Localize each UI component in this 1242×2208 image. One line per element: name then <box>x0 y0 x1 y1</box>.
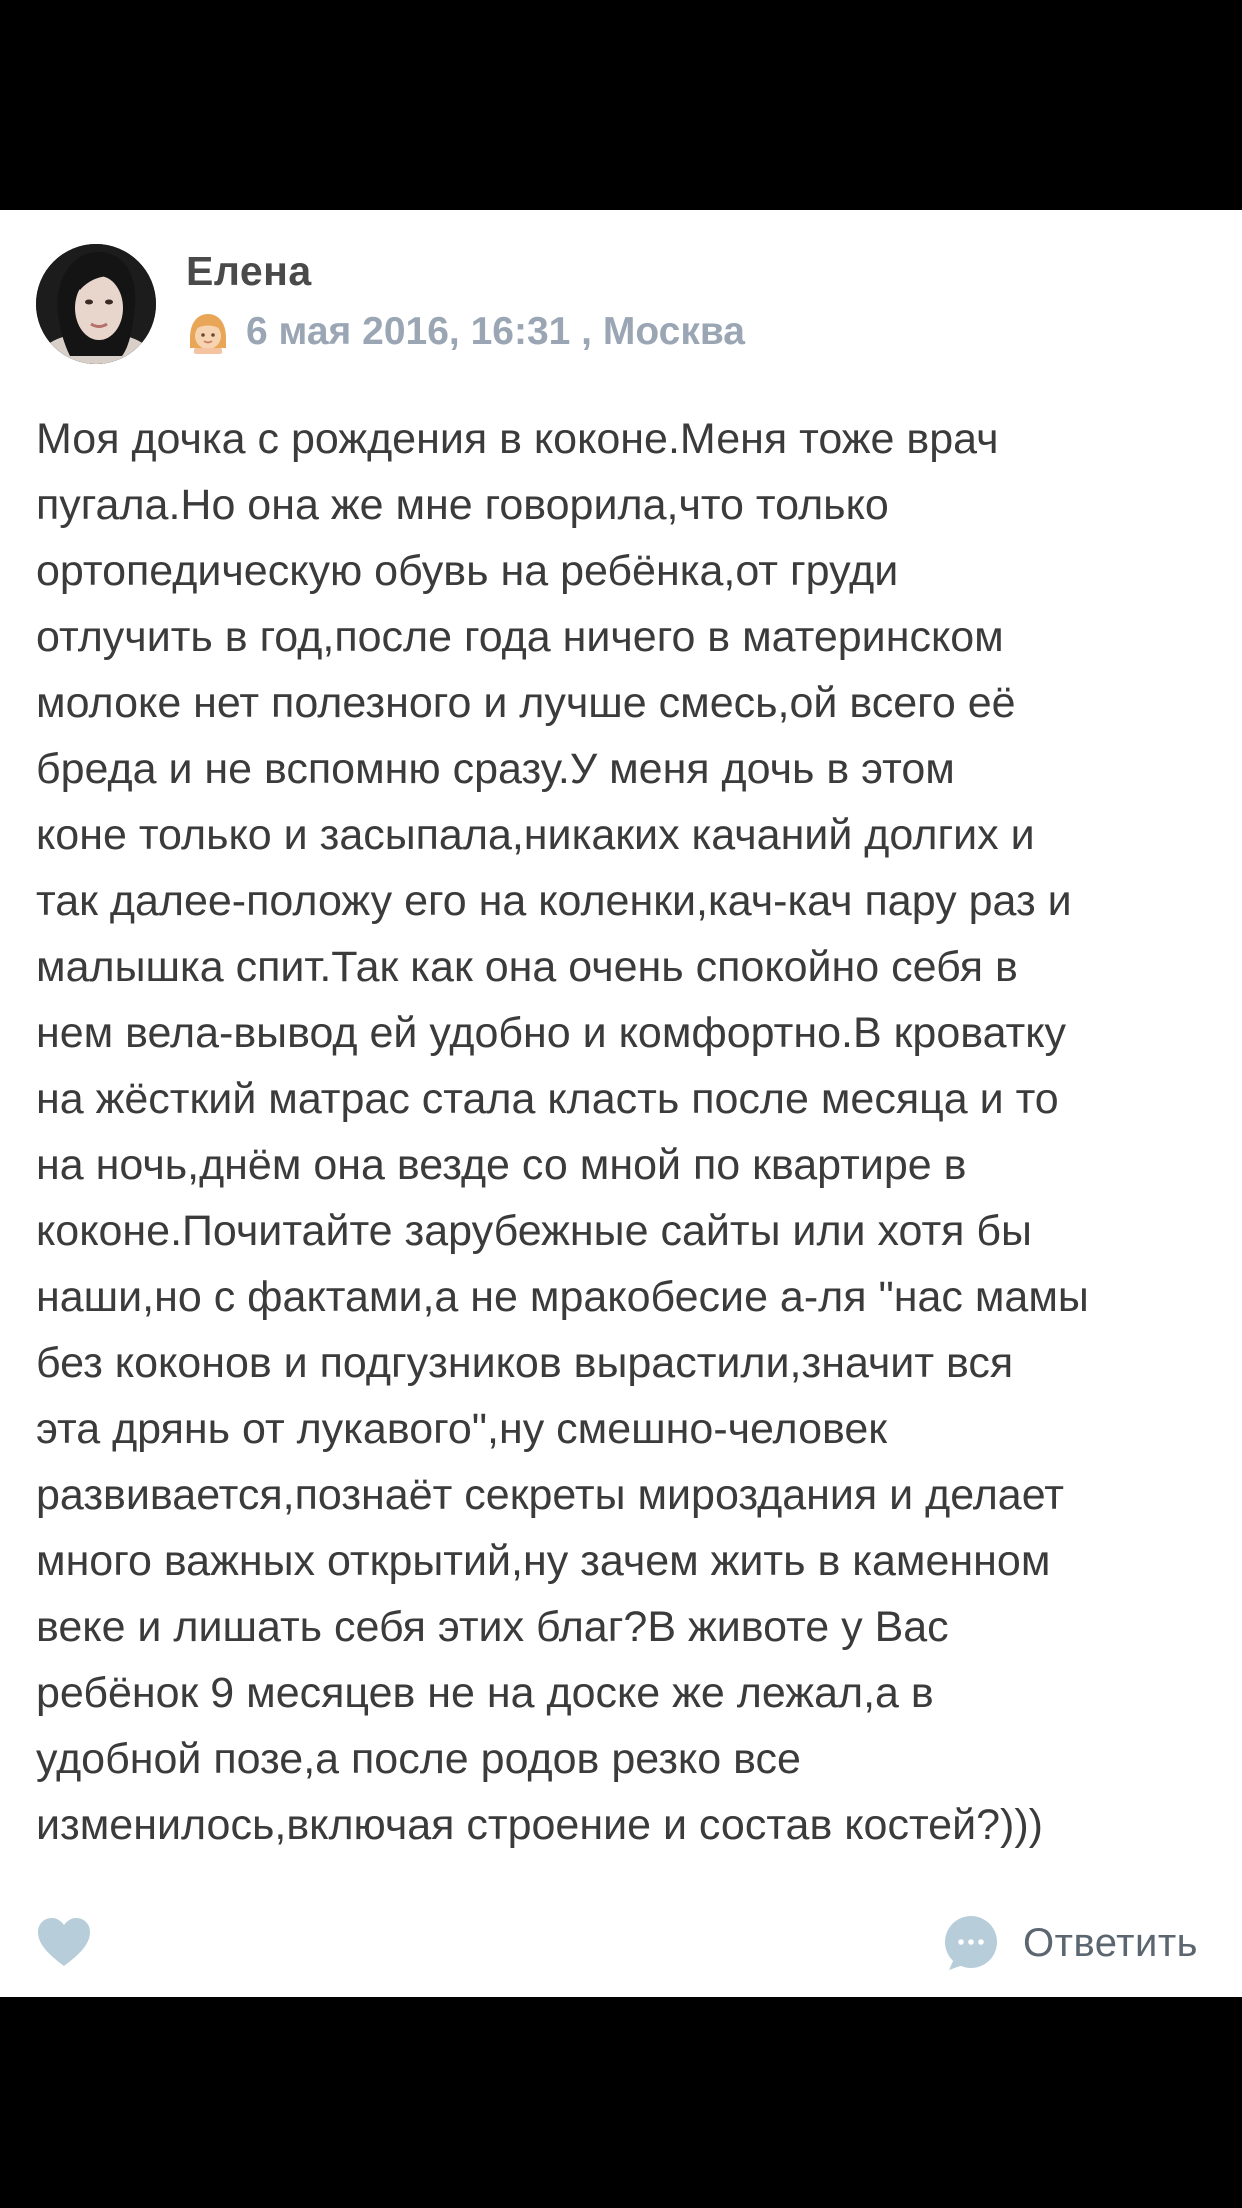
speech-bubble-icon <box>943 1915 999 1971</box>
child-face-icon <box>184 308 232 356</box>
comment-meta <box>184 302 745 362</box>
reply-button[interactable] <box>943 1910 1198 1976</box>
avatar-photo <box>36 244 156 364</box>
comment-text: Моя дочка с рождения в коконе.Меня тоже врач пугала.Но она же мне говорила,что только ортопедическую обувь на ребёнка,от груди отлучить в год,после года ничего в материнском молоке нет полезного и лучше смесь,ой всего её бреда и не вспомню сразу.У меня дочь в этом коне только и засыпала,никаких качаний долгих и так далее-положу его на коленки,кач-кач пару раз и малышка спит.Так как она очень спокойно себя в нем вела-вывод ей удобно и комфортно.В кроватку на жёсткий матрас стала класть после месяца и то на ночь,днём она везде со мной по квартире в коконе.Почитайте зарубежные сайты или хотя бы наши,но с фактами,а не мракобесие а-ля "нас мамы без коконов и подгузников вырастили,значит вся эта дрянь от лукавого",ну смешно-человек развивается,познаёт секреты мироздания и делает много важных открытий,ну зачем жить в каменном веке и лишать себя этих благ?В животе у Вас ребёнок 9 месяцев не на доске же лежал,а в удобной позе,а после родов резко все изменилось,включая строение и состав костей?))) <box>36 415 1089 1849</box>
avatar[interactable] <box>36 244 156 364</box>
comment-date-location: 6 мая 2016, 16:31 , Москва <box>246 310 745 353</box>
top-black-bar <box>0 0 1242 210</box>
reply-label: Ответить <box>1023 1920 1198 1965</box>
heart-icon <box>36 1916 92 1968</box>
author-name[interactable]: Елена <box>186 248 312 294</box>
bottom-black-bar <box>0 1997 1242 2208</box>
like-button[interactable] <box>36 1916 92 1968</box>
comment-card <box>0 210 1242 1997</box>
